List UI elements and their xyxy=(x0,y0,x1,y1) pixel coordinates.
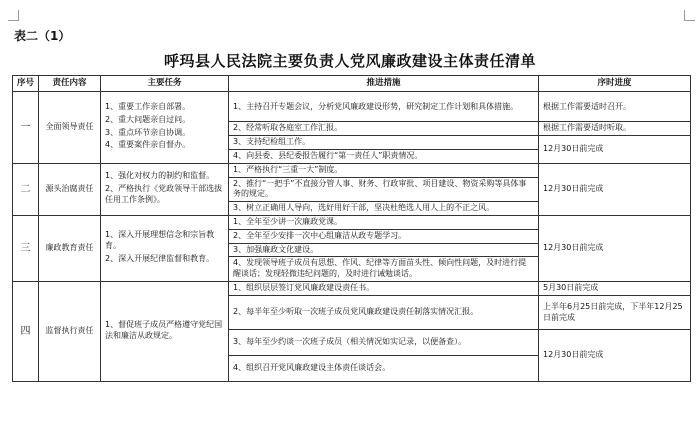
header-tasks: 主要任务 xyxy=(101,76,229,92)
header-content: 责任内容 xyxy=(39,76,101,92)
row-tasks xyxy=(101,282,229,382)
measure-item: 3、每年至少约谈一次班子成员（相关情况如实记录，以便备查）。 xyxy=(229,330,539,356)
task-item: 4、重要案件亲自督办。 xyxy=(105,140,191,150)
header-measures: 推进措施 xyxy=(229,76,539,92)
measure-item: 2、经常听取各庭室工作汇报。 xyxy=(229,122,539,136)
measure-item: 3、树立正确用人导向，选好用好干部，坚决杜绝选人用人上的不正之风。 xyxy=(229,202,539,216)
task-item: 2、深入开展纪律监督和教育。 xyxy=(105,253,215,263)
measure-item: 1、组织层层签订党风廉政建设责任书。 xyxy=(229,282,539,296)
header-seq: 序号 xyxy=(13,76,39,92)
row-tasks xyxy=(101,163,229,215)
task-item: 1、督促班子成员严格遵守党纪国法和廉洁从政规定。 xyxy=(105,319,223,340)
measure-item: 1、全年至少讲一次廉政党课。 xyxy=(229,216,539,230)
schedule-item: 12月30日前完成 xyxy=(539,216,691,282)
measure-item: 3、支持纪检组工作。 xyxy=(229,136,539,150)
task-item: 1、深入开展理想信念和宗旨教育。 xyxy=(105,230,215,251)
schedule-item: 12月30日前完成 xyxy=(539,136,691,164)
task-item: 1、强化对权力的制约和监督。 xyxy=(105,171,215,181)
row-seq: 二 xyxy=(13,163,39,215)
crop-mark-left xyxy=(8,10,19,21)
row-content: 监督执行责任 xyxy=(39,282,101,382)
measure-item: 1、严格执行“三重一大”制度。 xyxy=(229,163,539,177)
measure-item: 4、向县委、县纪委报告履行“第一责任人”职责情况。 xyxy=(229,150,539,164)
measure-item: 4、发现领导班子成员有思想、作风、纪律等方面苗头性、倾向性问题，及时进行提醒谈话；发现轻微违纪问题的，及时进行诫勉谈话。 xyxy=(229,257,539,282)
task-item: 2、严格执行《党政领导干部选拔任用工作条例》。 xyxy=(105,184,223,204)
task-item: 2、重大问题亲自过问。 xyxy=(105,114,191,124)
measure-item: 1、主持召开专题会议，分析党风廉政建设形势，研究制定工作计划和具体措施。 xyxy=(229,92,539,122)
row-content: 廉政教育责任 xyxy=(39,216,101,282)
schedule-item: 上半年6月25日前完成，下半年12月25日前完成 xyxy=(539,296,691,330)
measure-item: 4、组织召开党风廉政建设主体责任谈话会。 xyxy=(229,356,539,382)
table-header-row xyxy=(13,76,691,92)
crop-mark-right xyxy=(684,10,695,21)
schedule-item: 12月30日前完成 xyxy=(539,330,691,382)
schedule-item: 根据工作需要适时听取。 xyxy=(539,122,691,136)
table-row xyxy=(13,92,691,122)
measure-item: 3、加强廉政文化建设。 xyxy=(229,243,539,257)
document-title: 呼玛县人民法院主要负责人党风廉政建设主体责任清单 xyxy=(163,52,536,70)
schedule-item: 根据工作需要适时召开。 xyxy=(539,92,691,122)
row-content: 全面领导责任 xyxy=(39,92,101,163)
measure-item: 2、推行“一把手”不直接分管人事、财务、行政审批、项目建设、物资采购等具体事务的规定。 xyxy=(229,177,539,202)
table-row xyxy=(13,282,691,296)
measure-item: 2、全年至少安排一次中心组廉洁从政专题学习。 xyxy=(229,229,539,243)
task-item: 1、重要工作亲自部署。 xyxy=(105,102,191,112)
schedule-item: 5月30日前完成 xyxy=(539,282,691,296)
table-row xyxy=(13,216,691,230)
row-seq: 三 xyxy=(13,216,39,282)
measure-item: 2、每半年至少听取一次班子成员党风廉政建设责任制落实情况汇报。 xyxy=(229,296,539,330)
row-seq: 四 xyxy=(13,282,39,382)
table-label: 表二（1） xyxy=(14,29,71,43)
schedule-item: 12月30日前完成 xyxy=(539,163,691,215)
table-row xyxy=(13,163,691,177)
responsibility-table xyxy=(12,75,691,382)
row-seq: 一 xyxy=(13,92,39,163)
row-content: 源头治腐责任 xyxy=(39,163,101,215)
row-tasks xyxy=(101,216,229,282)
row-tasks xyxy=(101,92,229,163)
task-item: 3、重点环节亲自协调。 xyxy=(105,127,191,137)
header-schedule: 序时进度 xyxy=(539,76,691,92)
